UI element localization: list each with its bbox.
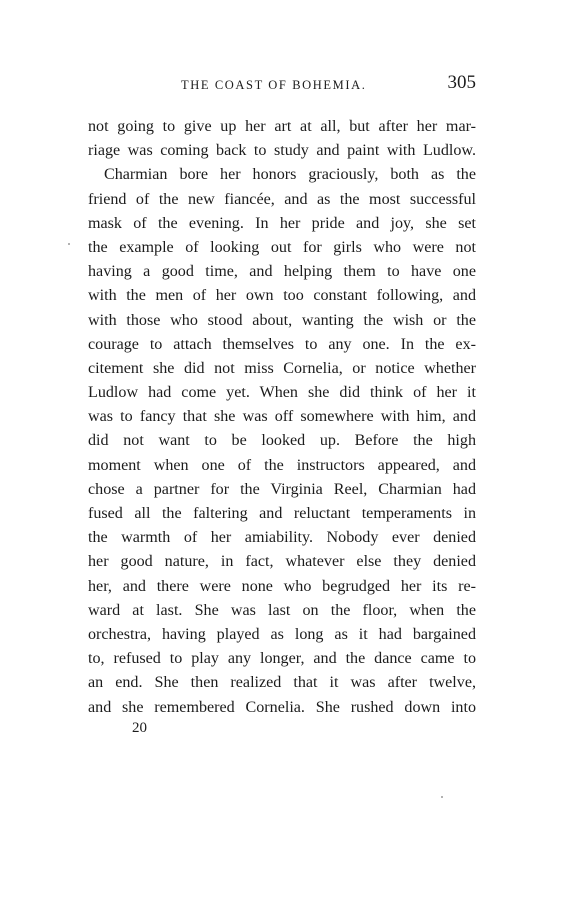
text-line: chose a partner for the Virginia Reel, Charmian had: [88, 480, 476, 498]
paper-speck: [441, 796, 443, 798]
text-line: having a good time, and helping them to have one: [88, 263, 476, 281]
text-line: her good nature, in fact, whatever else they denied: [88, 553, 476, 571]
paper-speck: [68, 243, 70, 245]
text-line: the warmth of her amiability. Nobody ever denied: [88, 529, 476, 547]
text-line: moment when one of the instructors appeared, and: [88, 456, 476, 474]
text-line: Ludlow had come yet. When she did think of her it: [88, 384, 476, 402]
text-line: the example of looking out for girls who were not: [88, 238, 476, 256]
text-line: friend of the new fiancée, and as the most successful: [88, 190, 476, 208]
text-line: courage to attach themselves to any one. In the ex-: [88, 335, 476, 353]
page-header: [88, 72, 476, 96]
text-line: to, refused to play any longer, and the dance came to: [88, 650, 476, 668]
signature-mark: 20: [132, 720, 147, 736]
text-line: ward at last. She was last on the floor, when the: [88, 601, 476, 619]
text-line: mask of the evening. In her pride and joy, she set: [88, 214, 476, 232]
text-line: and she remembered Cornelia. She rushed down into: [88, 698, 476, 716]
page-number: 305: [447, 72, 476, 93]
text-line: citement she did not miss Cornelia, or notice whether: [88, 359, 476, 377]
text-line: with those who stood about, wanting the wish or the: [88, 311, 476, 329]
text-line: not going to give up her art at all, but after her mar-: [88, 118, 476, 135]
text-line: with the men of her own too constant following, and: [88, 287, 476, 305]
text-line: an end. She then realized that it was after twelve,: [88, 674, 476, 692]
body-text: [88, 115, 476, 720]
running-title: THE COAST OF BOHEMIA.: [181, 78, 367, 92]
text-line: fused all the faltering and reluctant temperaments in: [88, 505, 476, 522]
text-line: was to fancy that she was off somewhere with him, and: [88, 408, 476, 426]
text-line: her, and there were none who begrudged her its re-: [88, 577, 476, 595]
text-line: riage was coming back to study and paint with Ludlow.: [88, 142, 476, 160]
paragraph-start-line: Charmian bore her honors graciously, both as the: [104, 166, 476, 184]
text-line: orchestra, having played as long as it had bargained: [88, 625, 476, 643]
text-line: did not want to be looked up. Before the high: [88, 432, 476, 450]
